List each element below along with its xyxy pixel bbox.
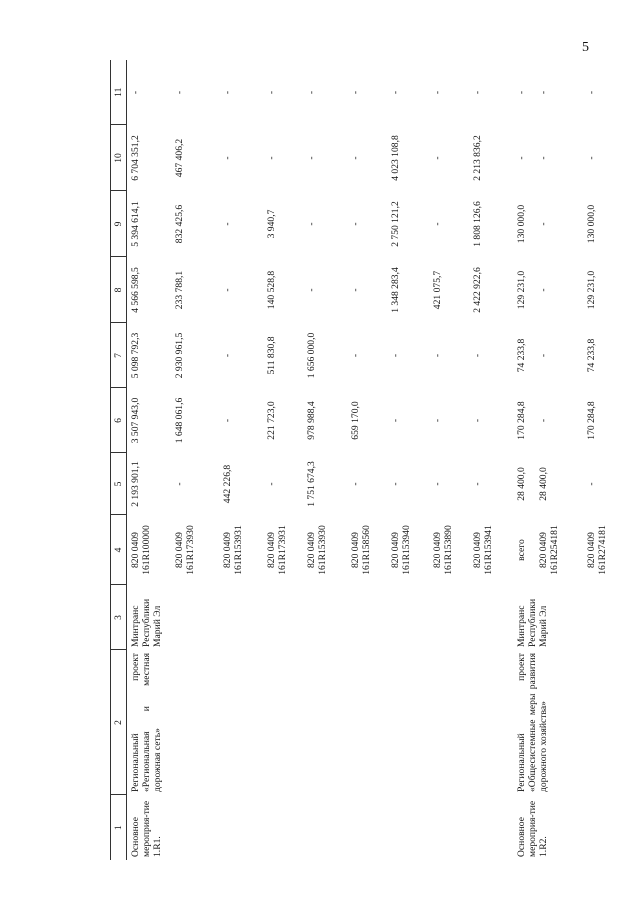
value-cell: - [472,418,483,423]
budget-code: 820 0409 161R158560 [350,525,373,575]
column-number: 10 [111,125,127,191]
value-cell: 6 704 351,2 [130,135,141,181]
value-cell: 832 425,6 [174,204,185,244]
value-cell: - [306,90,317,95]
value-cell: - [538,222,549,226]
value-cell: - [472,90,483,95]
executor-cell: Минтранс Республики Марий Эл [516,598,550,647]
value-cell: - [516,90,527,95]
value-cell: 3 940,7 [266,209,277,239]
value-cell: - [350,353,361,358]
value-cell: - [538,156,549,160]
budget-table [110,60,633,860]
value-cell: - [222,222,233,226]
value-cell: 1 348 283,4 [390,267,401,313]
value-cell: 1 656 000,0 [306,332,317,379]
value-cell: - [538,418,549,423]
value-cell: - [538,90,549,95]
value-cell: 659 170,0 [350,401,361,440]
value-cell: 3 507 943,0 [130,397,141,444]
value-cell: - [174,482,185,486]
column-number: 11 [111,60,127,125]
value-cell: 467 406,2 [174,138,185,178]
value-cell: - [350,90,361,95]
column-number: 5 [111,453,127,515]
value-cell: - [586,156,597,160]
value-cell: - [350,222,361,226]
value-cell: - [306,156,317,160]
value-cell: 170 284,8 [586,401,597,440]
value-cell: 1 751 674,3 [306,461,317,507]
value-cell: - [432,156,443,160]
budget-code: 820 0409 161R274181 [586,525,609,575]
value-cell: - [174,90,185,95]
value-cell: - [350,482,361,486]
budget-code: 820 0409 161R153940 [390,525,413,575]
value-cell: - [306,288,317,292]
column-number: 9 [111,191,127,257]
budget-code: 820 0409 161R153931 [222,525,245,575]
value-cell: 140 528,8 [266,270,277,310]
column-number: 7 [111,323,127,388]
value-cell: 5 394 614,1 [130,201,141,247]
value-cell: - [538,353,549,358]
column-number: 4 [111,515,127,585]
value-cell: - [306,222,317,226]
value-cell: 2 193 901,1 [130,461,141,507]
value-cell: 511 830,8 [266,336,277,375]
value-cell: 2 750 121,2 [390,201,401,247]
value-cell: - [390,90,401,95]
value-cell: 1 808 126,6 [472,201,483,247]
column-number-row [111,60,127,860]
value-cell: - [538,288,549,292]
value-cell: 28 400,0 [516,467,527,501]
value-cell: 2 213 836,2 [472,135,483,181]
value-cell: 28 400,0 [538,467,549,501]
value-cell: 129 231,0 [516,270,527,310]
value-cell: - [516,156,527,160]
table-row [513,60,537,860]
value-cell: - [222,288,233,292]
project-cell: Региональный проект «Общесистемные меры развития дорожного хозяйства» [516,653,550,792]
value-cell: 74 233,8 [516,338,527,373]
value-cell: 221 723,0 [266,401,277,440]
value-cell: 421 075,7 [432,270,443,310]
value-cell: - [432,418,443,423]
value-cell: 74 233,8 [586,338,597,373]
value-cell: 4 566 598,5 [130,267,141,313]
value-cell: 130 000,0 [586,204,597,244]
value-cell: - [432,482,443,486]
value-cell: 5 098 792,3 [130,332,141,379]
column-number: 1 [111,795,127,860]
budget-code: всего [516,539,527,561]
value-cell: 170 284,8 [516,401,527,440]
value-cell: - [432,90,443,95]
column-number: 2 [111,650,127,795]
value-cell: - [222,418,233,423]
column-number: 3 [111,585,127,650]
value-cell: 130 000,0 [516,204,527,244]
value-cell: - [432,353,443,358]
value-cell: - [432,222,443,226]
value-cell: - [390,418,401,423]
value-cell: 129 231,0 [586,270,597,310]
value-cell: 233 788,1 [174,270,185,310]
budget-code: 820 0409 161R254181 [538,525,561,575]
value-cell: 2 422 922,6 [472,267,483,313]
value-cell: - [586,482,597,486]
value-cell: 2 930 961,5 [174,332,185,379]
value-cell: - [390,482,401,486]
executor-cell: Минтранс Республики Марий Эл [130,598,164,647]
rotated-page [110,60,630,860]
value-cell: - [586,90,597,95]
value-cell: - [222,90,233,95]
value-cell: 442 226,8 [222,464,233,504]
value-cell: - [266,156,277,160]
value-cell: 978 988,4 [306,401,317,440]
value-cell: - [266,90,277,95]
value-cell: - [390,353,401,358]
value-cell: - [350,156,361,160]
budget-code: 820 0409 161R153890 [432,525,455,575]
budget-code: 820 0409 161R173931 [266,525,289,575]
value-cell: - [222,353,233,358]
budget-code: 820 0409 161R173930 [174,525,197,575]
value-cell: - [222,156,233,160]
budget-code: 820 0409 161R153930 [306,525,329,575]
column-number: 6 [111,388,127,453]
value-cell: - [350,288,361,292]
value-cell: 4 023 108,8 [390,135,401,181]
project-cell: Региональный проект «Региональная и местная дорожная сеть» [130,653,164,792]
value-cell: - [472,482,483,486]
table-row [127,60,174,860]
event-cell: Основное мероприя-тие 1.R2. [516,800,550,857]
value-cell: 1 648 061,6 [174,397,185,444]
value-cell: - [130,90,141,95]
column-number: 8 [111,257,127,323]
value-cell: - [266,482,277,486]
event-cell: Основное мероприя-тие 1.R1. [130,800,164,857]
budget-code: 820 0409 161R100000 [130,525,153,575]
budget-code: 820 0409 161R153941 [472,525,495,575]
value-cell: - [472,353,483,358]
page-number: 5 [582,40,589,55]
